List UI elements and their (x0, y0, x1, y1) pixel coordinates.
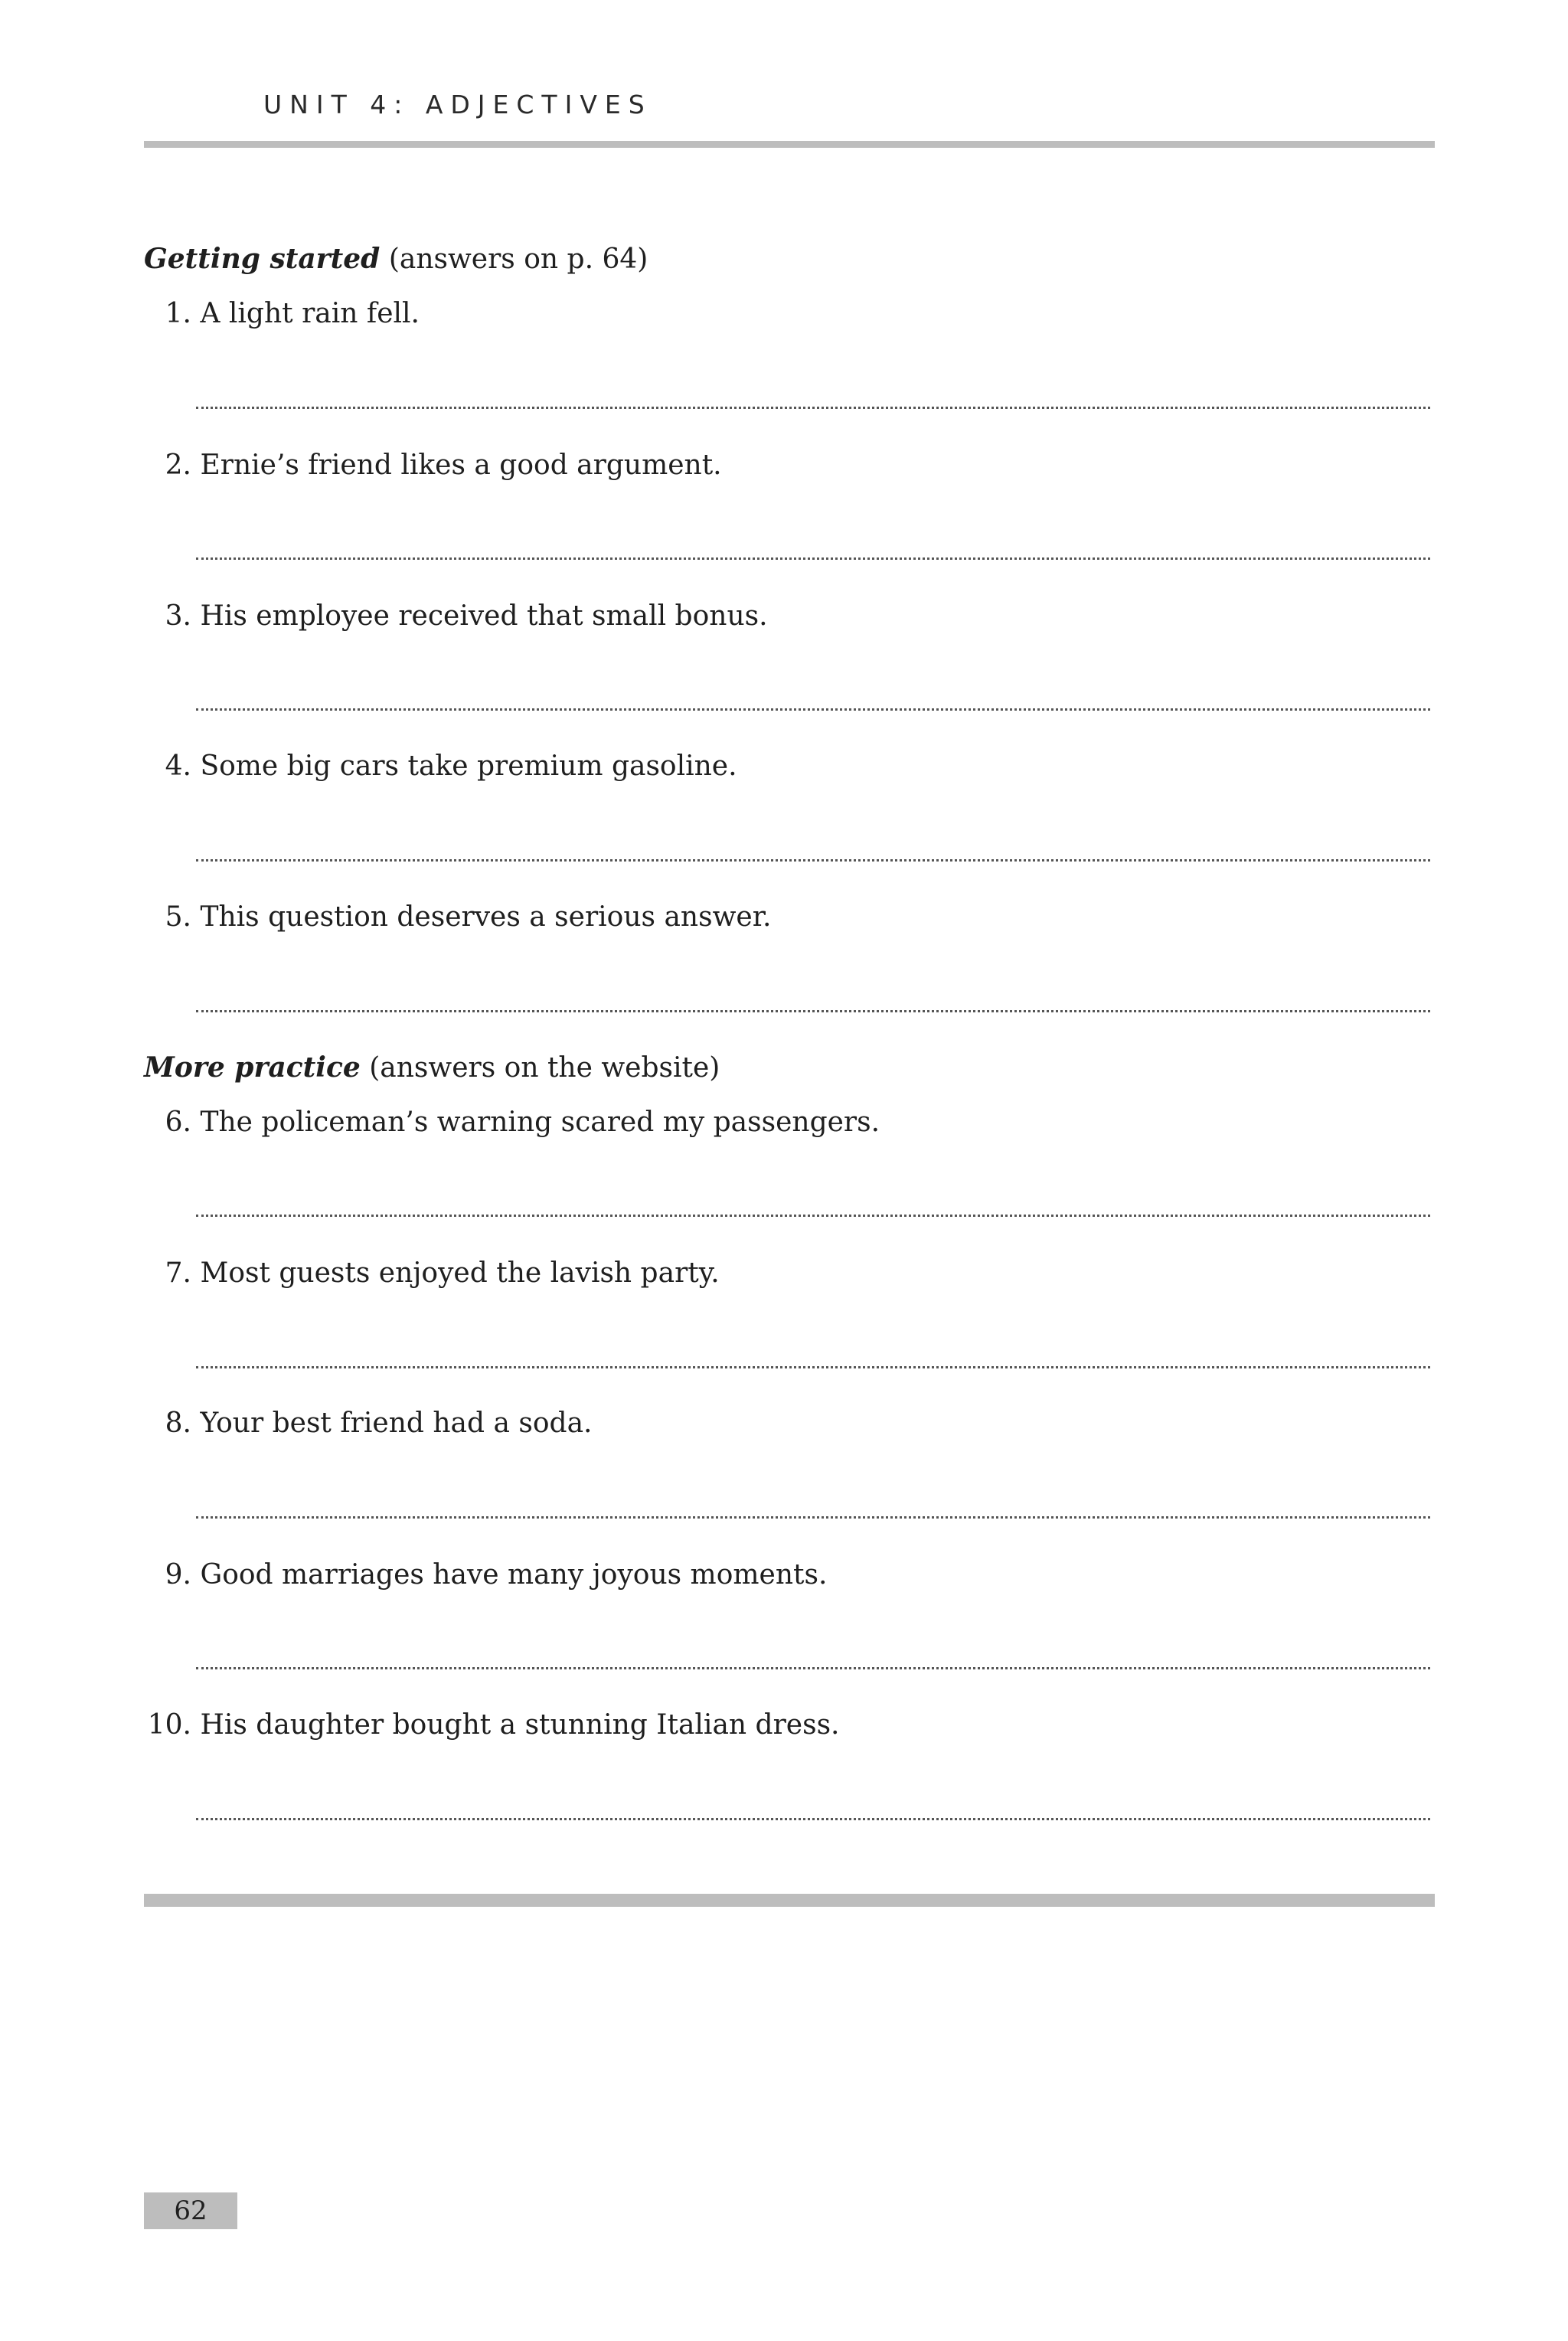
item-number: 8. (165, 1408, 191, 1439)
section-note: (answers on p. 64) (388, 244, 648, 275)
section-title: Getting started (144, 243, 381, 275)
answer-line[interactable] (196, 859, 1430, 862)
item-number: 5. (165, 901, 191, 933)
answer-line[interactable] (196, 708, 1430, 711)
exercise-item (144, 1709, 840, 1741)
item-sentence: This question deserves a serious answer. (200, 901, 772, 933)
item-sentence: His employee received that small bonus. (200, 600, 768, 632)
exercise-item (144, 1561, 827, 1589)
exercise-item (144, 1109, 880, 1136)
item-sentence: His daughter bought a stunning Italian dress. (200, 1709, 840, 1741)
item-number: 2. (165, 450, 191, 481)
item-number: 1. (165, 298, 191, 329)
page-number-box (144, 2192, 237, 2229)
item-number: 3. (165, 600, 191, 632)
header-rule (144, 141, 1435, 148)
answer-line[interactable] (196, 1215, 1430, 1217)
exercise-item (144, 750, 737, 782)
section-heading-more-practice (144, 1051, 720, 1084)
section-heading-getting-started (144, 245, 648, 273)
item-number: 7. (165, 1257, 191, 1289)
item-number: 4. (165, 750, 191, 782)
item-number: 10. (147, 1709, 191, 1741)
section-note: (answers on the website) (369, 1052, 720, 1084)
item-sentence: Some big cars take premium gasoline. (200, 750, 737, 782)
exercise-item (144, 452, 722, 479)
item-number: 6. (165, 1107, 191, 1138)
answer-line[interactable] (196, 1010, 1430, 1012)
section-title: More practice (144, 1051, 361, 1084)
answer-line[interactable] (196, 1516, 1430, 1519)
answer-line[interactable] (196, 1818, 1430, 1820)
item-sentence: Most guests enjoyed the lavish party. (200, 1257, 720, 1289)
answer-line[interactable] (196, 1366, 1430, 1368)
exercise-item (144, 600, 768, 632)
page-number: 62 (174, 2196, 207, 2226)
exercise-item (144, 300, 420, 328)
item-number: 9. (165, 1559, 191, 1591)
answer-line[interactable] (196, 1667, 1430, 1669)
item-sentence: Ernie’s friend likes a good argument. (200, 450, 722, 481)
item-sentence: Good marriages have many joyous moments. (200, 1559, 828, 1591)
answer-line[interactable] (196, 407, 1430, 409)
footer-rule (144, 1894, 1435, 1907)
page-header-title: UNIT 4: ADJECTIVES (263, 90, 652, 119)
item-sentence: Your best friend had a soda. (200, 1408, 593, 1439)
exercise-item (144, 1257, 720, 1289)
item-sentence: A light rain fell. (200, 298, 420, 329)
exercise-item (144, 1410, 593, 1437)
item-sentence: The policeman’s warning scared my passengers. (200, 1107, 880, 1138)
exercise-item (144, 901, 772, 933)
answer-line[interactable] (196, 557, 1430, 560)
